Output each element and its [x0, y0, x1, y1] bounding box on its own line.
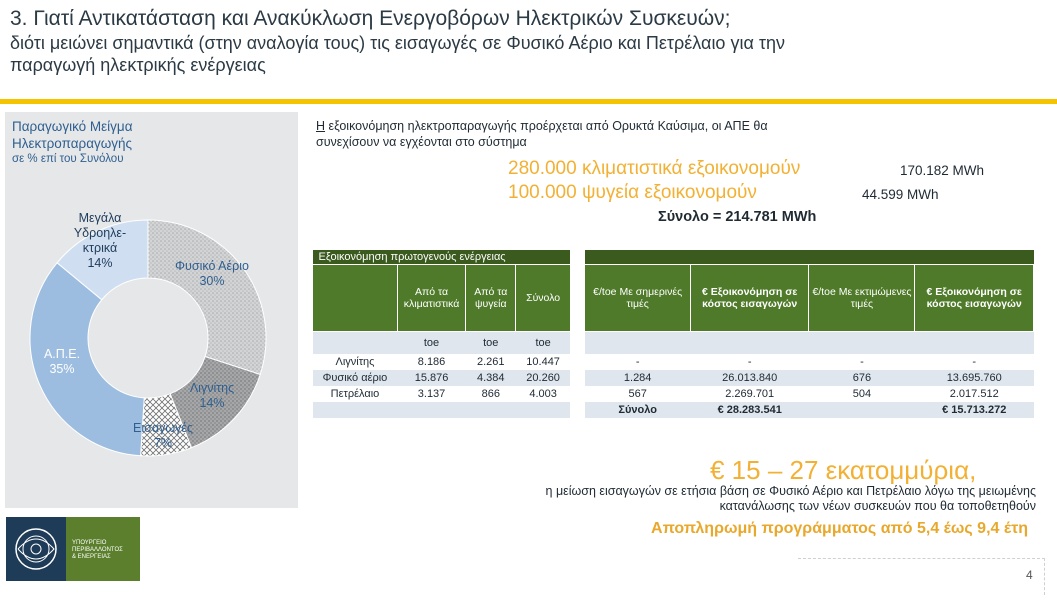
slice-label: Εισαγωγές 7%: [133, 421, 193, 450]
donut-chart: [0, 0, 300, 520]
header-row-label: [313, 265, 398, 332]
header-fridge: Από τα ψυγεία: [466, 265, 516, 332]
ac-savings-value: 170.182 MWh: [900, 163, 985, 178]
payback-text: Αποπληρωμή προγράμματος από 5,4 έως 9,4 έτη: [651, 520, 1028, 537]
intro-line-1: εξοικονόμηση ηλεκτροπαραγωγής προέρχεται από Ορυκτά Καύσιμα, οι ΑΠΕ θα: [325, 119, 768, 133]
intro-underlined: Η: [316, 119, 326, 133]
title-line-3: παραγωγή ηλεκτρικής ενέργειας: [10, 55, 266, 75]
fridge-savings-value: 44.599 MWh: [862, 187, 939, 202]
unit-cell: toe: [397, 332, 465, 355]
header-eur-toe-now: €/toe Με σημερινές τιμές: [585, 265, 691, 332]
slice-label: Λιγνίτης 14%: [189, 381, 235, 410]
chart-title-line-1: Παραγωγικό Μείγμα: [12, 119, 133, 134]
savings-table: [312, 250, 1034, 418]
sum-label: Σύνολο: [585, 402, 691, 418]
donut-slice: [148, 220, 266, 374]
table-row: Πετρέλαιο 3.137 866 4.003 567 2.269.701 504 2.017.512: [313, 386, 1034, 402]
page-number-box: [798, 558, 1045, 595]
title-line-1: 3. Γιατί Αντικατάσταση και Ανακύκλωση Ενεργοβόρων Ηλεκτρικών Συσκευών;: [10, 7, 731, 30]
header-savings-1: € Εξοικονόμηση σε κόστος εισαγωγών: [690, 265, 808, 332]
note-line-2: κατανάλωσης των νέων συσκευών που θα τοποθετηθούν: [719, 499, 1036, 513]
slice-label: Μεγάλα Υδροηλε-κτρικά 14%: [73, 211, 127, 270]
ministry-emblem-icon: [6, 517, 66, 581]
chart-title-line-2: Ηλεκτροπαραγωγής: [12, 136, 133, 151]
intro-line-2: συνεχίσουν να εγχέονται στο σύστημα: [316, 135, 527, 149]
header-ac: Από τα κλιματιστικά: [397, 265, 465, 332]
unit-cell-empty: [313, 332, 398, 355]
table-row: Λιγνίτης 8.186 2.261 10.447 - - - -: [313, 354, 1034, 370]
table-right-group-header: [585, 250, 1034, 265]
slice-label: Α.Π.Ε. 35%: [43, 347, 81, 376]
savings-range: € 15 – 27 εκατομμύρια,: [710, 455, 977, 485]
header-savings-2: € Εξοικονόμηση σε κόστος εισαγωγών: [915, 265, 1034, 332]
fridge-savings-text: 100.000 ψυγεία εξοικονομούν: [508, 182, 757, 203]
slice-label: Φυσικό Αέριο 30%: [175, 259, 249, 288]
savings-total: Σύνολο = 214.781 MWh: [658, 209, 817, 225]
sum-value-2: € 15.713.272: [915, 402, 1034, 418]
header-eur-toe-est: €/toe Με εκτιμώμενες τιμές: [809, 265, 915, 332]
table-sum-row: [313, 402, 1034, 418]
table-group-header: Εξοικονόμηση πρωτογενούς ενέργειας: [313, 250, 571, 265]
ac-savings-text: 280.000 κλιματιστικά εξοικονομούν: [508, 158, 801, 179]
chart-subtitle: σε % επί του Συνόλου: [12, 153, 124, 165]
unit-cell: toe: [466, 332, 516, 355]
sum-value-1: € 28.283.541: [690, 402, 808, 418]
page-number: 4: [1026, 568, 1033, 582]
note-line-1: η μείωση εισαγωγών σε ετήσια βάση σε Φυσικό Αέριο και Πετρέλαιο λόγω της μειωμένης: [545, 484, 1036, 498]
savings-note: [336, 484, 1036, 514]
table-row: Φυσικό αέριο 15.876 4.384 20.260 1.284 26.013.840 676 13.695.760: [313, 370, 1034, 386]
header-total: Σύνολο: [516, 265, 570, 332]
ministry-name: ΥΠΟΥΡΓΕΙΟ ΠΕΡΙΒΑΛΛΟΝΤΟΣ & ΕΝΕΡΓΕΙΑΣ: [72, 540, 123, 560]
title-line-2: διότι μειώνει σημαντικά (στην αναλογία τους) τις εισαγωγές σε Φυσικό Αέριο και Πετρέλαιο για την: [10, 33, 785, 53]
intro-text: [316, 118, 1016, 150]
unit-cell: toe: [516, 332, 570, 355]
